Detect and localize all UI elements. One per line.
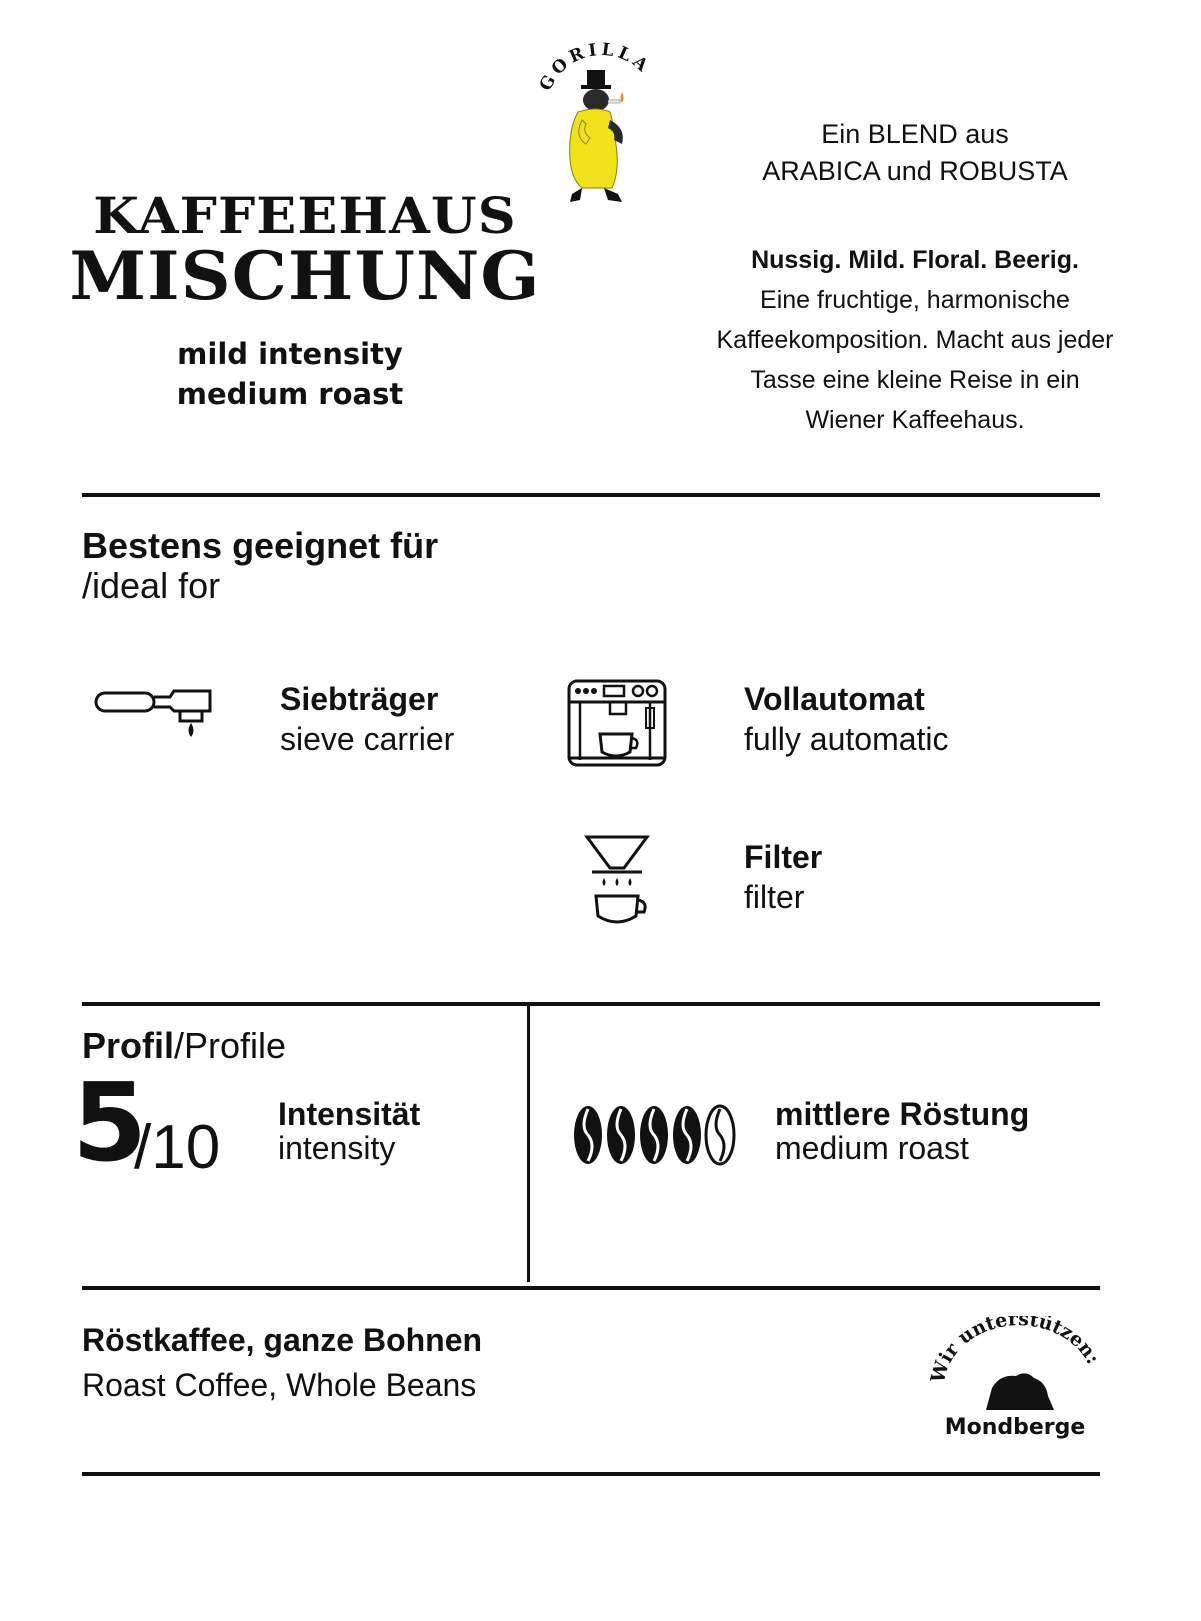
bean-outline-icon [706, 1106, 734, 1164]
blend-line2: ARABICA und ROBUSTA [762, 156, 1068, 186]
support-name: Mondberge [944, 1415, 1086, 1440]
product-title-line1: KAFFEEHAUS [93, 186, 517, 245]
ideal-item-subtitle: sieve carrier [280, 721, 455, 757]
product-type-title: Röstkaffee, ganze Bohnen [82, 1322, 483, 1358]
ideal-item-title: Vollautomat [744, 681, 925, 717]
ideal-item-subtitle: fully automatic [744, 721, 949, 757]
divider [82, 493, 1100, 497]
bean-filled-icon [574, 1106, 602, 1164]
logo-text: GORILLA [535, 40, 655, 95]
portafilter-icon [94, 683, 216, 749]
bean-filled-icon [607, 1106, 635, 1164]
profile-heading-rest: /Profile [174, 1025, 287, 1066]
roast-title: mittlere Röstung [775, 1096, 1030, 1132]
divider [82, 1286, 1100, 1290]
roast-level-beans [572, 1103, 742, 1171]
ideal-item-subtitle: filter [744, 879, 805, 915]
desc-line1: Eine fruchtige, harmonische [760, 286, 1070, 314]
gorilla-silhouette-icon [986, 1373, 1054, 1410]
ideal-item-machine [744, 679, 949, 759]
intensity-line: mild intensity [177, 337, 403, 371]
intensity-score-max: /10 [134, 1113, 221, 1182]
desc-line3: Tasse eine kleine Reise in ein [750, 366, 1080, 394]
roast-subtitle: medium roast [775, 1130, 969, 1166]
support-text: ir unterstützen: [934, 1316, 1105, 1368]
ideal-item-filter [744, 837, 822, 917]
ideal-item-title: Filter [744, 839, 823, 875]
desc-line4: Wiener Kaffeehaus. [805, 406, 1025, 434]
pour-over-filter-icon [584, 834, 650, 934]
divider [82, 1472, 1100, 1476]
product-title-line2: MISCHUNG [69, 237, 541, 315]
roast-line: medium roast [176, 377, 404, 411]
ideal-item-portafilter [280, 679, 454, 759]
profile-heading-bold: Profil [82, 1025, 175, 1066]
bean-filled-icon [673, 1106, 701, 1164]
product-type-subtitle: Roast Coffee, Whole Beans [82, 1367, 477, 1403]
ideal-item-title: Siebträger [280, 681, 439, 717]
intensity-subtitle: intensity [278, 1130, 396, 1166]
support-badge [930, 1316, 1105, 1450]
bean-filled-icon [640, 1106, 668, 1164]
brand-logo [530, 40, 670, 210]
vertical-divider [527, 1004, 530, 1282]
intensity-title: Intensität [278, 1096, 421, 1132]
ideal-for-subheading: /ideal for [82, 565, 221, 606]
ideal-for-heading: Bestens geeignet für [82, 525, 439, 566]
intensity-score: 5 [72, 1061, 144, 1186]
divider [82, 1002, 1100, 1006]
blend-info [655, 116, 1175, 190]
desc-line2: Kaffeekomposition. Macht aus jeder [716, 326, 1114, 354]
intensity-label [278, 1094, 420, 1168]
blend-line1: Ein BLEND aus [821, 119, 1009, 149]
tasting-notes: Nussig. Mild. Floral. Beerig. [751, 246, 1079, 274]
coffee-machine-icon [566, 678, 668, 776]
flavor-description [655, 240, 1175, 440]
roast-label [775, 1094, 1029, 1168]
